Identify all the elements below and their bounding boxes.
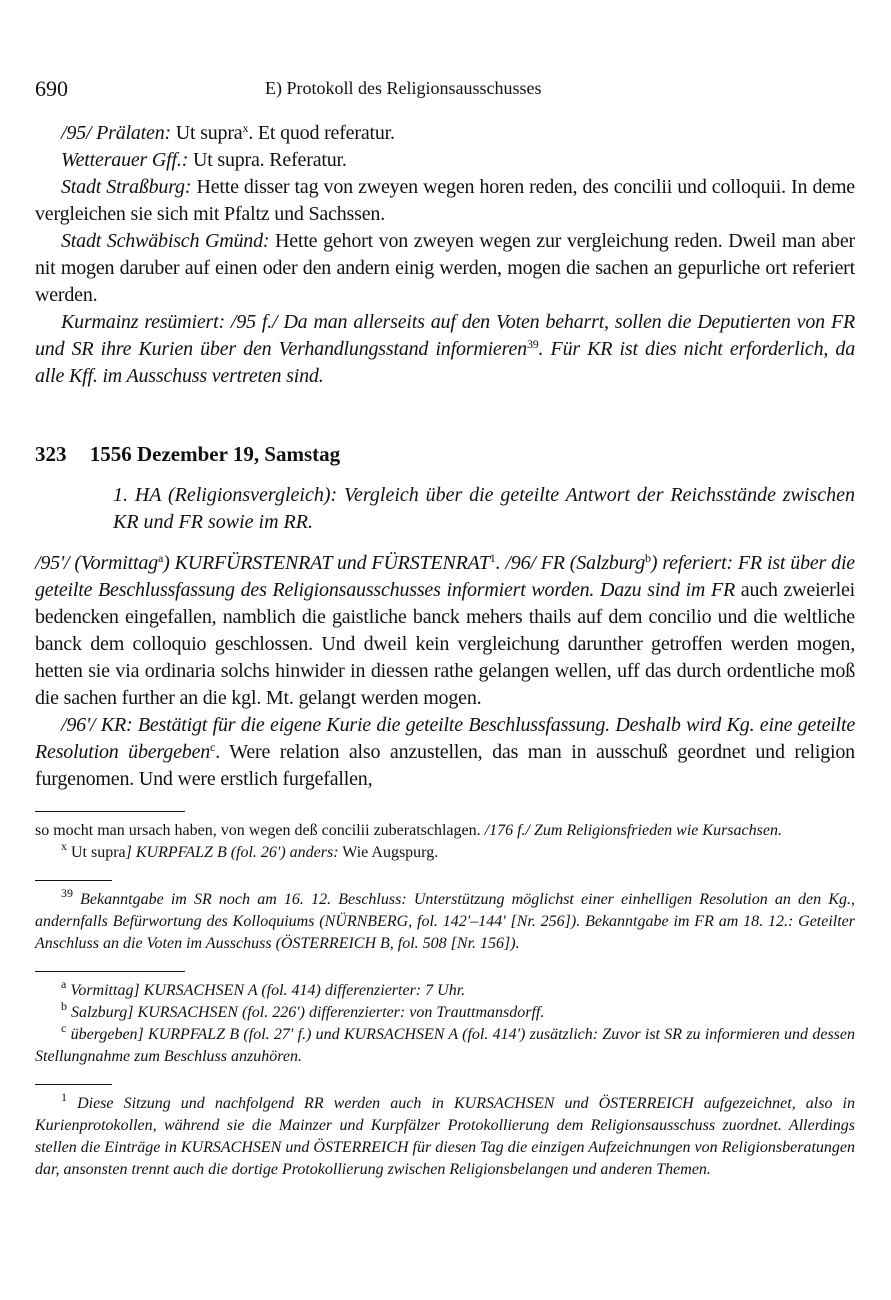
italic-text: ) referiert: FR ist über die geteilte Beschlussfassung des Religionsausschusses informiert worden. Dazu sind im FR — [35, 552, 855, 601]
page-number: 690 — [35, 76, 68, 101]
paragraph — [35, 1090, 855, 1181]
note-marker: a — [61, 977, 67, 991]
note-marker: c — [61, 1021, 67, 1035]
italic-text: ] KURPFALZ B (fol. 26') anders: — [125, 844, 339, 861]
text: . Were relation also anzustellen, das man in ausschuß geordnet und religion furgenomen. Und were erstlich furgefallen, — [35, 741, 855, 790]
section-body — [35, 550, 855, 793]
footnote-39 — [35, 886, 855, 955]
paragraph — [35, 839, 855, 864]
section-date: 1556 Dezember 19, Samstag — [89, 442, 341, 466]
page-header — [35, 76, 855, 106]
paragraph — [35, 309, 855, 390]
note-marker: 1 — [489, 551, 496, 565]
text: Hette disser tag von zweyen wegen horen reden, des concilii und colloquii. In deme vergleichen sie sich mit Pfaltz und Sachssen. — [35, 176, 855, 225]
italic-text: /96'/ KR: Bestätigt für die eigene Kurie die geteilte Beschlussfassung. Deshalb wird Kg. eine geteilte Resolution übergeben — [35, 714, 855, 763]
text: so mocht man ursach haben, von wegen deß concilii zuberatschlagen. — [35, 822, 485, 839]
italic-text: Stadt Schwäbisch Gmünd: — [61, 230, 270, 252]
text: Ut supra — [67, 844, 126, 861]
text: Hette gehort von zweyen wegen zur vergleichung reden. Dweil man aber nit mogen daruber auf einen oder den andern einig werden, mogen die sachen an gepurliche ort referiert werden. — [35, 230, 855, 306]
paragraph — [35, 820, 855, 842]
section-summary: 1. HA (Religionsvergleich): Vergleich über die geteilte Antwort der Reichsstände zwischen KR und FR sowie im RR. — [113, 484, 855, 533]
note-marker: 39 — [61, 886, 73, 900]
italic-text: Vormittag] KURSACHSEN A (fol. 414) differenzierter: 7 Uhr. — [66, 982, 466, 999]
paragraph — [35, 712, 855, 793]
italic-text: ) KURFÜRSTENRAT und FÜRSTENRAT — [163, 552, 490, 574]
document-page — [35, 76, 855, 1181]
footnote-rule — [35, 971, 185, 972]
note-marker: x — [61, 839, 67, 853]
paragraph — [35, 174, 855, 228]
italic-text: Salzburg] KURSACHSEN (fol. 226') differenzierter: von Trauttmansdorff. — [67, 1004, 545, 1021]
footnote-1 — [35, 1090, 855, 1181]
footnote-rule — [35, 880, 112, 881]
paragraph — [35, 977, 855, 1002]
text: . Et quod referatur. — [248, 122, 395, 144]
italic-text: . /96/ FR (Salzburg — [495, 552, 646, 574]
italic-text: Stadt Straßburg: — [61, 176, 192, 198]
footnote-continuation — [35, 820, 855, 864]
note-marker: c — [210, 740, 216, 754]
footnotes — [35, 811, 855, 1181]
note-marker: b — [645, 551, 651, 565]
paragraph — [35, 120, 855, 147]
section-heading — [35, 442, 855, 482]
note-marker: 39 — [526, 337, 539, 351]
text: Ut supra. Referatur. — [188, 149, 347, 171]
body-text — [35, 120, 855, 390]
italic-text: Kurmainz resümiert: /95 f./ Da man allerseits auf den Voten beharrt, sollen die Deputierten von FR und SR ihre Kurien über den Verhandlungsstand informieren — [35, 311, 855, 360]
footnote-rule — [35, 1084, 112, 1085]
note-marker: b — [61, 999, 67, 1013]
note-marker: 1 — [61, 1090, 67, 1104]
running-title: E) Protokoll des Religionsausschusses — [265, 78, 542, 98]
text: Ut supra — [170, 122, 243, 144]
note-marker: a — [157, 551, 164, 565]
text: auch zweierlei bedencken eingefallen, namblich die gaistliche banck mehers thails auf dem concilio und die weltliche banck dem colloquio geschlossen. Und dweil kein vergleichung darunther getroffen werden mogen, hetten sie via ordinaria solchs hinwider in diessen rathe gelangen wellen, uff das durch ordentliche moß die sachen further an die kgl. Mt. gelangt werden mogen. — [35, 579, 855, 709]
section-number: 323 — [35, 442, 67, 466]
paragraph — [35, 886, 855, 955]
italic-text: /176 f./ Zum Religionsfrieden wie Kursachsen. — [484, 822, 782, 839]
apparatus-notes — [35, 977, 855, 1068]
italic-text: /95'/ (Vormittag — [35, 552, 158, 574]
note-marker: x — [242, 121, 249, 135]
footnote-rule — [35, 811, 185, 812]
italic-text: Wetterauer Gff.: — [61, 149, 189, 171]
italic-text: /95/ Prälaten: — [61, 122, 171, 144]
italic-text: Bekanntgabe im SR noch am 16. 12. Beschluss: Unterstützung möglichst einer einhelligen Resolution an den Kg., andernfalls Befürwortung des Kolloquiums (NÜRNBERG, fol. 142'–144' [Nr. 256]). Bekanntgabe im FR am 18. 12.: Geteilter Anschluss an die Voten im Ausschuss (ÖSTERREICH B, fol. 508 [Nr. 156]). — [35, 891, 855, 952]
paragraph — [35, 999, 855, 1024]
text: Wie Augspurg. — [338, 844, 439, 861]
italic-text: . Für KR ist dies nicht erforderlich, da alle Kff. im Ausschuss vertreten sind. — [35, 338, 855, 387]
italic-text: Diese Sitzung und nachfolgend RR werden auch in KURSACHSEN und ÖSTERREICH aufgezeichnet, also in Kurienprotokollen, während sie die Mainzer und Kurpfälzer Protokollierung dem Religionsausschuss zuordnet. Allerdings stellen die Einträge in KURSACHSEN und ÖSTERREICH für diesen Tag die einzigen Aufzeichnungen von Religionsberatungen dar, ansonsten trennt auch die dortige Protokollierung zwischen Religionsbelangen und anderen Themen. — [35, 1095, 855, 1178]
paragraph — [35, 1021, 855, 1068]
paragraph — [35, 228, 855, 309]
italic-text: übergeben] KURPFALZ B (fol. 27' f.) und KURSACHSEN A (fol. 414') zusätzlich: Zuvor ist SR zu informieren und dessen Stellungnahme zum Beschluss anzuhören. — [35, 1026, 855, 1065]
paragraph — [35, 550, 855, 712]
paragraph — [35, 147, 855, 174]
